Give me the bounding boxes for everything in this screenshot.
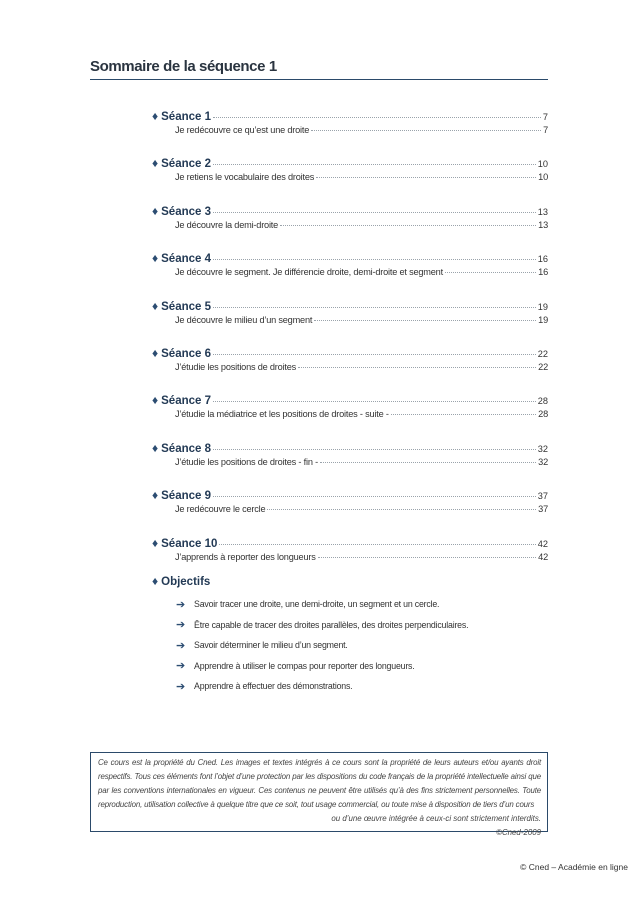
objective-item	[176, 635, 552, 656]
seance-topic[interactable]	[175, 457, 548, 471]
toc-entry	[152, 441, 548, 488]
seance-topic[interactable]	[175, 172, 548, 186]
leader-dots	[316, 177, 536, 178]
topic-label: Je redécouvre ce qu’est une droite	[175, 125, 310, 135]
objective-text: Savoir tracer une droite, une demi-droite, un segment et un cercle.	[194, 599, 440, 610]
page-number: 13	[537, 206, 548, 217]
title-divider	[90, 79, 548, 80]
topic-label: J’étudie les positions de droites - fin -	[175, 456, 318, 467]
copyright-notice	[90, 752, 548, 837]
objective-item	[176, 594, 552, 615]
diamond-icon: ♦	[152, 535, 159, 550]
toc-entry	[152, 346, 548, 393]
toc-entry	[152, 488, 548, 535]
seance-heading[interactable]	[152, 156, 548, 172]
seance-heading[interactable]	[152, 393, 548, 409]
notice-copyright: ©Cned-2009	[496, 828, 541, 837]
leader-dots	[391, 414, 536, 415]
seance-topic[interactable]	[175, 362, 548, 376]
page-number: 32	[538, 456, 548, 467]
toc-entry	[152, 156, 548, 203]
topic-label: Je découvre la demi-droite	[175, 219, 279, 230]
header	[90, 58, 548, 80]
page-number: 37	[538, 504, 548, 515]
leader-dots	[213, 401, 536, 402]
topic-label: Je retiens le vocabulaire des droites	[175, 172, 315, 183]
seance-topic[interactable]	[175, 409, 548, 423]
objectives-section	[152, 574, 552, 697]
leader-dots	[445, 272, 536, 273]
toc-entry	[152, 393, 548, 440]
toc-entry	[152, 251, 548, 298]
seance-label: Séance 9	[161, 490, 211, 503]
seance-label: Séance 4	[161, 253, 211, 266]
leader-dots	[280, 225, 536, 226]
seance-heading[interactable]	[152, 204, 548, 220]
leader-dots	[213, 449, 536, 450]
page-number: 19	[538, 314, 548, 325]
objective-text: Être capable de tracer des droites parallèles, des droites perpendiculaires.	[194, 619, 469, 630]
objective-text: Apprendre à effectuer des démonstrations.	[194, 681, 353, 692]
objective-text: Apprendre à utiliser le compas pour reporter des longueurs.	[194, 660, 415, 671]
seance-label: Séance 8	[161, 442, 211, 455]
objective-item	[176, 656, 552, 677]
page-number: 42	[538, 551, 548, 562]
leader-dots	[267, 509, 536, 510]
arrow-right-icon: ➔	[176, 619, 186, 632]
diamond-icon: ♦	[152, 440, 159, 455]
page-number: 28	[538, 409, 548, 420]
diamond-icon: ♦	[152, 345, 159, 360]
diamond-icon: ♦	[152, 393, 159, 408]
leader-dots	[213, 259, 536, 260]
objective-text: Savoir déterminer le milieu d’un segment.	[194, 640, 348, 651]
notice-text-end: ou d’une œuvre intégrée à ceux-ci sont strictement interdits.	[331, 814, 541, 823]
leader-dots	[320, 462, 536, 463]
topic-label: Je découvre le milieu d’un segment	[175, 314, 313, 325]
page-number: 16	[537, 254, 548, 265]
toc-entry	[152, 204, 548, 251]
page-number: 10	[538, 172, 548, 183]
seance-label: Séance 10	[161, 537, 218, 550]
notice-text: Ce cours est la propriété du Cned. Les images et textes intégrés à ce cours sont la propriété de leurs auteurs et/ou ayants droit respectifs. Tous ces éléments font l’objet d’une protection par les dispositions du code français de la propriété intellectuelle ainsi que par les conventions internationales en vigueur. Ces contenus ne peuvent être utilisés qu’à des fins strictement personnelles. Toute reproduction, utilisation collective à quelque titre que ce soit, tout usage commercial, ou toute mise à disposition de tiers d’un cours	[98, 758, 541, 809]
diamond-icon: ♦	[152, 488, 159, 503]
arrow-right-icon: ➔	[176, 660, 186, 673]
topic-label: Je redécouvre le cercle	[175, 504, 266, 515]
page-number: 16	[538, 267, 548, 278]
toc-entry	[152, 109, 548, 156]
seance-topic[interactable]	[175, 552, 548, 566]
seance-heading[interactable]	[152, 346, 548, 362]
seance-heading[interactable]	[152, 488, 548, 504]
page-number: 10	[537, 159, 548, 170]
seance-heading[interactable]	[152, 299, 548, 315]
arrow-right-icon: ➔	[176, 639, 186, 652]
diamond-icon: ♦	[152, 109, 159, 123]
leader-dots	[219, 544, 535, 545]
topic-label: J’apprends à reporter des longueurs	[175, 551, 316, 562]
leader-dots	[213, 164, 536, 165]
toc-entry	[152, 299, 548, 346]
seance-label: Séance 7	[161, 395, 211, 408]
leader-dots	[311, 130, 541, 131]
diamond-icon: ♦	[152, 574, 159, 588]
leader-dots	[213, 496, 536, 497]
diamond-icon: ♦	[152, 156, 159, 171]
seance-topic[interactable]	[175, 315, 548, 329]
page-number: 7	[543, 125, 548, 135]
arrow-right-icon: ➔	[176, 598, 186, 611]
page-number: 19	[537, 301, 548, 312]
seance-topic[interactable]	[175, 267, 548, 281]
leader-dots	[213, 307, 536, 308]
page-number: 13	[538, 219, 548, 230]
arrow-right-icon: ➔	[176, 680, 186, 693]
topic-label: J’étudie la médiatrice et les positions de droites - suite -	[175, 409, 389, 420]
seance-heading[interactable]	[152, 109, 548, 125]
diamond-icon: ♦	[152, 298, 159, 313]
page-number: 37	[537, 491, 548, 502]
page-footer: © Cned – Académie en ligne	[520, 862, 628, 872]
leader-dots	[213, 117, 541, 118]
objectives-title: Objectifs	[161, 576, 211, 588]
table-of-contents	[152, 109, 548, 583]
seance-label: Séance 1	[161, 111, 211, 123]
objective-item	[176, 676, 552, 697]
page-number: 42	[537, 538, 548, 549]
leader-dots	[213, 354, 536, 355]
seance-label: Séance 2	[161, 158, 211, 171]
page-number: 7	[542, 112, 548, 122]
seance-heading[interactable]	[152, 536, 548, 552]
objective-item	[176, 615, 552, 636]
seance-topic[interactable]	[175, 220, 548, 234]
page-number: 22	[537, 348, 548, 359]
seance-heading[interactable]	[152, 251, 548, 267]
leader-dots	[298, 367, 536, 368]
page-number: 22	[538, 361, 548, 372]
page-number: 28	[537, 396, 548, 407]
leader-dots	[314, 320, 536, 321]
seance-topic[interactable]	[175, 504, 548, 518]
seance-label: Séance 3	[161, 205, 211, 218]
objectives-heading	[152, 574, 552, 588]
page-title: Sommaire de la séquence 1	[90, 58, 277, 75]
objectives-list	[152, 594, 552, 697]
leader-dots	[213, 212, 536, 213]
diamond-icon: ♦	[152, 251, 159, 266]
seance-label: Séance 5	[161, 300, 211, 313]
topic-label: Je découvre le segment. Je différencie droite, demi-droite et segment	[175, 267, 443, 278]
topic-label: J’étudie les positions de droites	[175, 361, 297, 372]
leader-dots	[318, 557, 537, 558]
seance-topic[interactable]	[175, 125, 548, 139]
seance-label: Séance 6	[161, 347, 211, 360]
page-number: 32	[537, 443, 548, 454]
seance-heading[interactable]	[152, 441, 548, 457]
diamond-icon: ♦	[152, 203, 159, 218]
